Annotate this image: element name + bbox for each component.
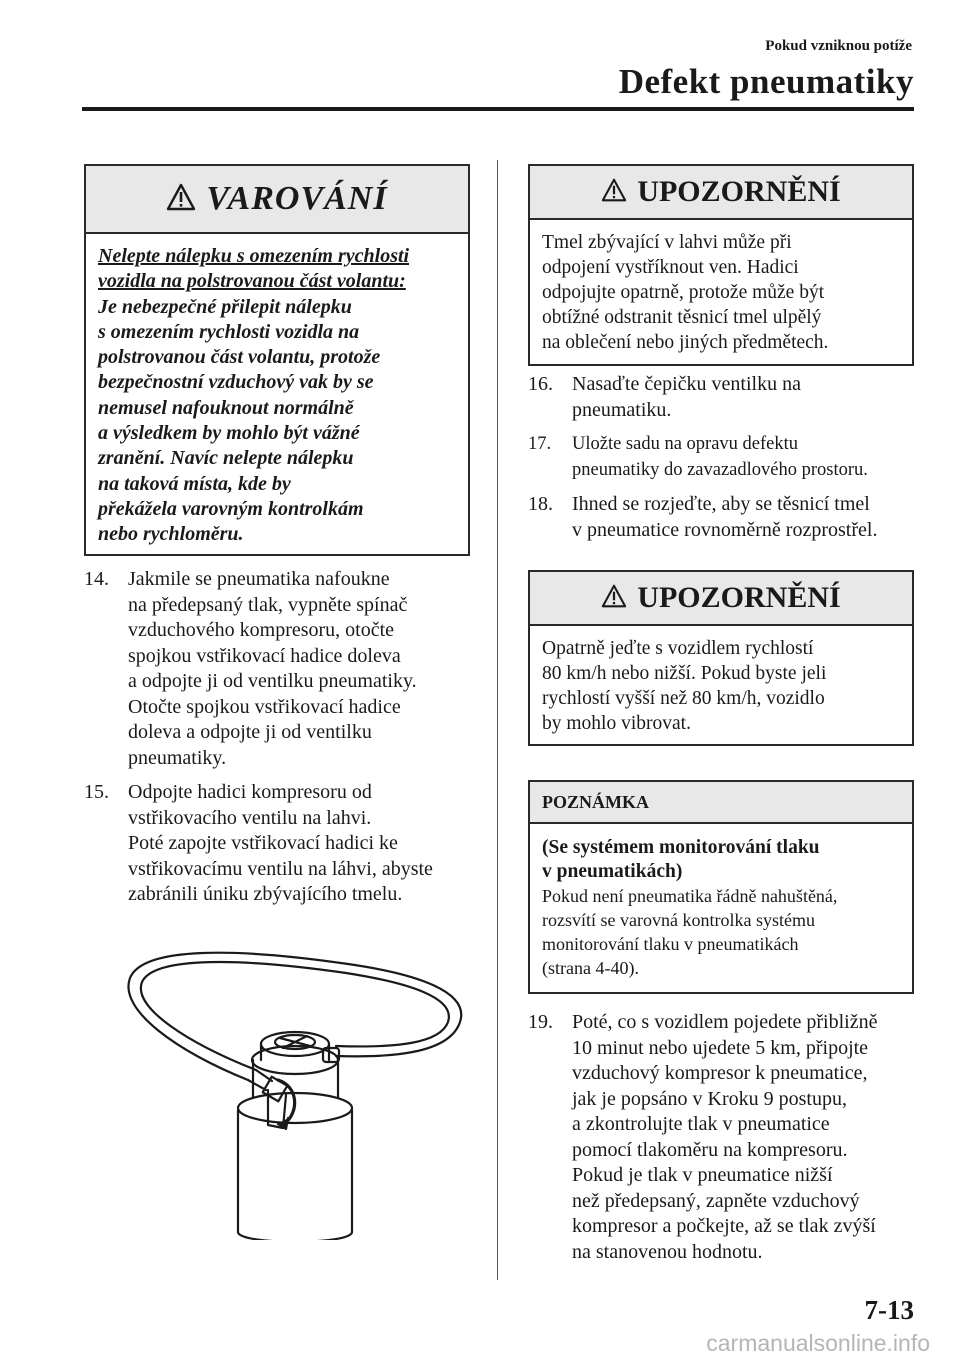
warning-title: VAROVÁNÍ <box>206 180 388 217</box>
warning-box-header <box>86 166 468 234</box>
step-line: Odpojte hadici kompresoru od <box>128 781 372 803</box>
step-line: kompresor a počkejte, až se tlak zvýší <box>572 1215 876 1237</box>
step-text <box>572 372 918 423</box>
step-line: Poté zapojte vstřikovací hadici ke <box>128 832 398 854</box>
step-line: vstřikovacímu ventilu na láhvi, abyste <box>128 857 433 880</box>
caution-line: na oblečení nebo jiných předmětech. <box>542 332 829 353</box>
note-box <box>528 780 914 994</box>
step-text <box>572 492 918 543</box>
warning-line: nemusel nafouknout normálně <box>98 396 354 419</box>
step-line: Poté, co s vozidlem pojedete přibližně <box>572 1011 878 1033</box>
step-item <box>528 372 918 423</box>
note-title: POZNÁMKA <box>542 791 649 812</box>
warning-triangle-icon <box>601 178 627 207</box>
step-text <box>128 567 474 771</box>
step-line: pomocí tlakoměru na kompresoru. <box>572 1138 848 1161</box>
note-line: monitorování tlaku v pneumatikách <box>542 934 799 954</box>
step-line: v pneumatice rovnoměrně rozprostřel. <box>572 518 878 541</box>
note-subheading: v pneumatikách) <box>542 861 683 882</box>
step-item <box>528 1010 920 1265</box>
warning-line: a výsledkem by mohlo být vážné <box>98 422 360 445</box>
step-number: 15. <box>84 781 109 803</box>
step-line: vzduchového kompresoru, otočte <box>128 619 395 641</box>
step-line: spojkou vstřikovací hadice doleva <box>128 644 401 667</box>
note-line: Pokud není pneumatika řádně nahuštěná, <box>542 886 838 906</box>
caution-body <box>530 220 912 365</box>
caution-line: by mohlo vibrovat. <box>542 713 691 734</box>
step-item <box>84 567 474 771</box>
step-line: pneumatiky do zavazadlového prostoru. <box>572 459 868 480</box>
step-line: Nasaďte čepičku ventilku na <box>572 373 801 395</box>
step-line: než předepsaný, zapněte vzduchový <box>572 1189 860 1212</box>
note-box-header <box>530 782 912 824</box>
caution-line: odpojení vystříknout ven. Hadici <box>542 257 799 278</box>
steps-right-b <box>528 1010 920 1274</box>
warning-triangle-icon <box>166 183 196 216</box>
step-line: Uložte sadu na opravu defektu <box>572 434 799 454</box>
step-text <box>128 780 474 908</box>
warning-line: polstrovanou část volantu, protože <box>98 346 381 369</box>
note-line: rozsvítí se varovná kontrolka systému <box>542 910 815 930</box>
step-line: Jakmile se pneumatika nafoukne <box>128 568 390 590</box>
note-body <box>530 824 912 990</box>
step-line: na stanovenou hodnotu. <box>572 1240 763 1263</box>
step-line: vstřikovacího ventilu na lahvi. <box>128 806 372 829</box>
caution-box-header <box>530 572 912 626</box>
caution-line: 80 km/h nebo nižší. Pokud byste jeli <box>542 663 827 684</box>
caution-box-header <box>530 166 912 220</box>
step-line: pneumatiky. <box>128 746 227 769</box>
step-line: 10 minut nebo ujedete 5 km, připojte <box>572 1036 869 1059</box>
step-line: a zkontrolujte tlak v pneumatice <box>572 1113 830 1135</box>
section-label: Pokud vzniknou potíže <box>765 38 912 54</box>
note-subheading: (Se systémem monitorování tlaku <box>542 837 820 858</box>
caution-box-1 <box>528 164 914 366</box>
caution-line: rychlostí vyšší než 80 km/h, vozidlo <box>542 688 825 709</box>
step-line: zabránili úniku zbývajícího tmelu. <box>128 883 403 905</box>
warning-heading-line: vozidla na polstrovanou část volantu: <box>98 270 406 293</box>
step-line: a odpojte ji od ventilku pneumatiky. <box>128 670 417 692</box>
step-number: 14. <box>84 568 109 590</box>
page-number: 7-13 <box>864 1295 914 1325</box>
step-line: na předepsaný tlak, vypněte spínač <box>128 593 408 616</box>
watermark: carmanualsonline.info <box>706 1330 930 1356</box>
warning-line: bezpečnostní vzduchový vak by se <box>98 371 374 394</box>
step-text <box>572 1010 920 1265</box>
warning-triangle-icon <box>601 584 627 613</box>
step-item <box>84 780 474 908</box>
step-line: jak je popsáno v Kroku 9 postupu, <box>572 1087 847 1110</box>
caution-body <box>530 626 912 746</box>
step-number: 19. <box>528 1011 553 1033</box>
page-title: Defekt pneumatiky <box>618 62 914 101</box>
warning-line: Je nebezpečné přilepit nálepku <box>98 295 352 318</box>
steps-left <box>84 567 474 917</box>
warning-line: nebo rychloměru. <box>98 523 244 546</box>
warning-line: překážela varovným kontrolkám <box>98 497 364 520</box>
step-number: 18. <box>528 493 553 515</box>
warning-line: na taková místa, kde by <box>98 472 291 495</box>
step-line: vzduchový kompresor k pneumatice, <box>572 1062 868 1084</box>
step-line: Ihned se rozjeďte, aby se těsnicí tmel <box>572 493 870 515</box>
caution-title: UPOZORNĚNÍ <box>637 581 841 614</box>
step-item <box>528 492 918 543</box>
step-line: pneumatiku. <box>572 398 672 421</box>
step-line: Pokud je tlak v pneumatice nižší <box>572 1164 833 1186</box>
column-divider <box>497 160 498 1280</box>
caution-line: Tmel zbývající v lahvi může při <box>542 232 792 253</box>
steps-right-a <box>528 372 918 552</box>
caution-line: obtížné odstranit těsnicí tmel ulpělý <box>542 307 822 328</box>
step-number: 16. <box>528 373 553 395</box>
caution-box-2 <box>528 570 914 746</box>
step-number: 17. <box>528 434 552 454</box>
caution-line: Opatrně jeďte s vozidlem rychlostí <box>542 638 814 659</box>
caution-line: odpojujte opatrně, protože může být <box>542 282 825 303</box>
sealant-bottle-illustration <box>118 940 478 1240</box>
step-line: doleva a odpojte ji od ventilku <box>128 721 372 743</box>
caution-title: UPOZORNĚNÍ <box>637 175 841 208</box>
warning-box <box>84 164 470 556</box>
step-line: Otočte spojkou vstřikovací hadice <box>128 695 401 718</box>
warning-body <box>86 234 468 548</box>
note-line: (strana 4-40). <box>542 958 639 978</box>
step-text <box>572 432 918 483</box>
warning-heading-line: Nelepte nálepku s omezením rychlosti <box>98 245 410 267</box>
warning-line: zranění. Navíc nelepte nálepku <box>98 447 354 470</box>
step-item <box>528 432 918 483</box>
header-rule <box>82 107 914 111</box>
warning-line: s omezením rychlosti vozidla na <box>98 320 360 343</box>
